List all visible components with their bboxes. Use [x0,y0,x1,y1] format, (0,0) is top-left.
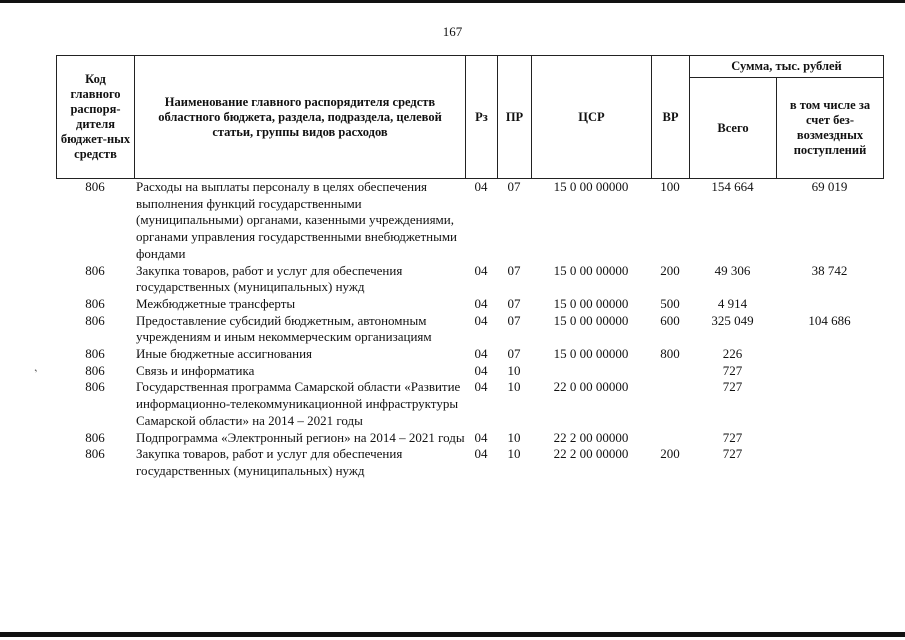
cell-vr: 200 [660,262,680,278]
table-row [56,313,883,346]
col-header-pr: ПР [498,56,532,179]
cell-kod: 806 [85,295,105,311]
table-row [56,263,883,296]
cell-rz: 04 [474,446,488,462]
cell-free [776,446,883,479]
page-number: 167 [442,24,463,39]
cell-free: 104 686 [808,312,851,328]
cell-csr: 15 0 00 00000 [553,179,629,194]
cell-vr [651,430,689,447]
cell-kod: 806 [85,446,105,462]
cell-free [776,363,883,380]
cell-vr [651,379,689,429]
col-header-vr: ВР [652,56,690,179]
cell-kod: 806 [85,429,105,445]
cell-vr: 800 [660,346,680,362]
cell-rz: 04 [474,262,488,278]
cell-name: Подпрограмма «Электронный регион» на 2014 – 2021 годы [136,429,465,445]
cell-csr: 22 2 00 00000 [553,429,629,445]
col-header-rz: Рз [466,56,498,179]
cell-vr: 500 [660,295,680,311]
table-header [56,55,884,179]
cell-pr: 10 [507,379,521,395]
cell-pr: 10 [507,429,521,445]
cell-rz: 04 [474,346,488,362]
cell-free: 38 742 [811,262,848,278]
table-body [56,179,883,480]
cell-vr: 100 [660,179,680,194]
cell-kod: 806 [85,379,105,395]
cell-total: 727 [722,429,743,445]
cell-csr: 15 0 00 00000 [553,312,629,328]
cell-total: 4 914 [717,295,748,311]
cell-name: Закупка товаров, работ и услуг для обеспечения государственных (муниципальных) нужд [136,446,403,478]
cell-rz: 04 [474,429,488,445]
cell-pr: 07 [507,262,521,278]
cell-free: 69 019 [811,179,848,194]
cell-name: Иные бюджетные ассигнования [136,346,313,362]
cell-rz: 04 [474,179,488,194]
cell-csr: 22 0 00 00000 [553,379,629,395]
cell-pr: 07 [507,346,521,362]
col-header-sum: Сумма, тыс. рублей [690,56,884,78]
col-header-name: Наименование главного распорядителя средств областного бюджета, раздела, подраздела, целевой статьи, группы видов расходов [135,56,466,179]
cell-kod: 806 [85,312,105,328]
cell-name: Расходы на выплаты персоналу в целях обеспечения выполнения функций государственными (муниципальными) органами, казенными учреждениями, органами управления государственными внебюджетными фондами [136,179,458,261]
cell-total: 226 [722,346,743,362]
cell-csr: 15 0 00 00000 [553,295,629,311]
cell-csr [531,363,651,380]
cell-total: 154 664 [711,179,754,194]
cell-free [776,296,883,313]
cell-total: 727 [722,446,743,462]
table-row [56,346,883,363]
cell-kod: 806 [85,179,105,194]
cell-pr: 07 [507,179,521,194]
cell-pr: 10 [507,446,521,462]
col-header-csr: ЦСР [532,56,652,179]
cell-name: Связь и информатика [136,362,255,378]
table-row [56,179,883,263]
cell-rz: 04 [474,295,488,311]
table-row [56,379,883,429]
scan-mark: , [30,362,39,374]
col-header-free: в том числе за счет без-возмездных поступлений [777,78,884,179]
cell-total: 727 [722,362,743,378]
col-header-code: Код главного распоря-дителя бюджет-ных средств [57,56,135,179]
scan-bottom-edge [0,632,905,637]
cell-total: 727 [722,379,743,395]
table-row [56,363,883,380]
cell-name: Межбюджетные трансферты [136,295,296,311]
table-row [56,446,883,479]
table-row [56,430,883,447]
cell-csr: 15 0 00 00000 [553,262,629,278]
cell-csr: 15 0 00 00000 [553,346,629,362]
table-row [56,296,883,313]
cell-vr: 600 [660,312,680,328]
scan-top-edge [0,0,905,3]
cell-name: Государственная программа Самарской области «Развитие информационно-телекоммуникационной инфраструктуры Самарской области» на 2014 – 2021 годы [136,379,461,428]
cell-vr: 200 [660,446,680,462]
cell-total: 49 306 [714,262,751,278]
cell-rz: 04 [474,379,488,395]
col-header-total: Всего [690,78,777,179]
cell-kod: 806 [85,362,105,378]
cell-name: Закупка товаров, работ и услуг для обеспечения государственных (муниципальных) нужд [136,262,403,295]
cell-free [776,379,883,429]
cell-csr: 22 2 00 00000 [553,446,629,462]
cell-name: Предоставление субсидий бюджетным, автономным учреждениям и иным некоммерческим организациям [136,312,432,345]
cell-pr: 07 [507,295,521,311]
cell-vr [651,363,689,380]
cell-total: 325 049 [711,312,754,328]
cell-free [776,430,883,447]
cell-rz: 04 [474,362,488,378]
cell-pr: 10 [507,362,521,378]
cell-free [776,346,883,363]
cell-kod: 806 [85,262,105,278]
cell-kod: 806 [85,346,105,362]
cell-pr: 07 [507,312,521,328]
cell-rz: 04 [474,312,488,328]
